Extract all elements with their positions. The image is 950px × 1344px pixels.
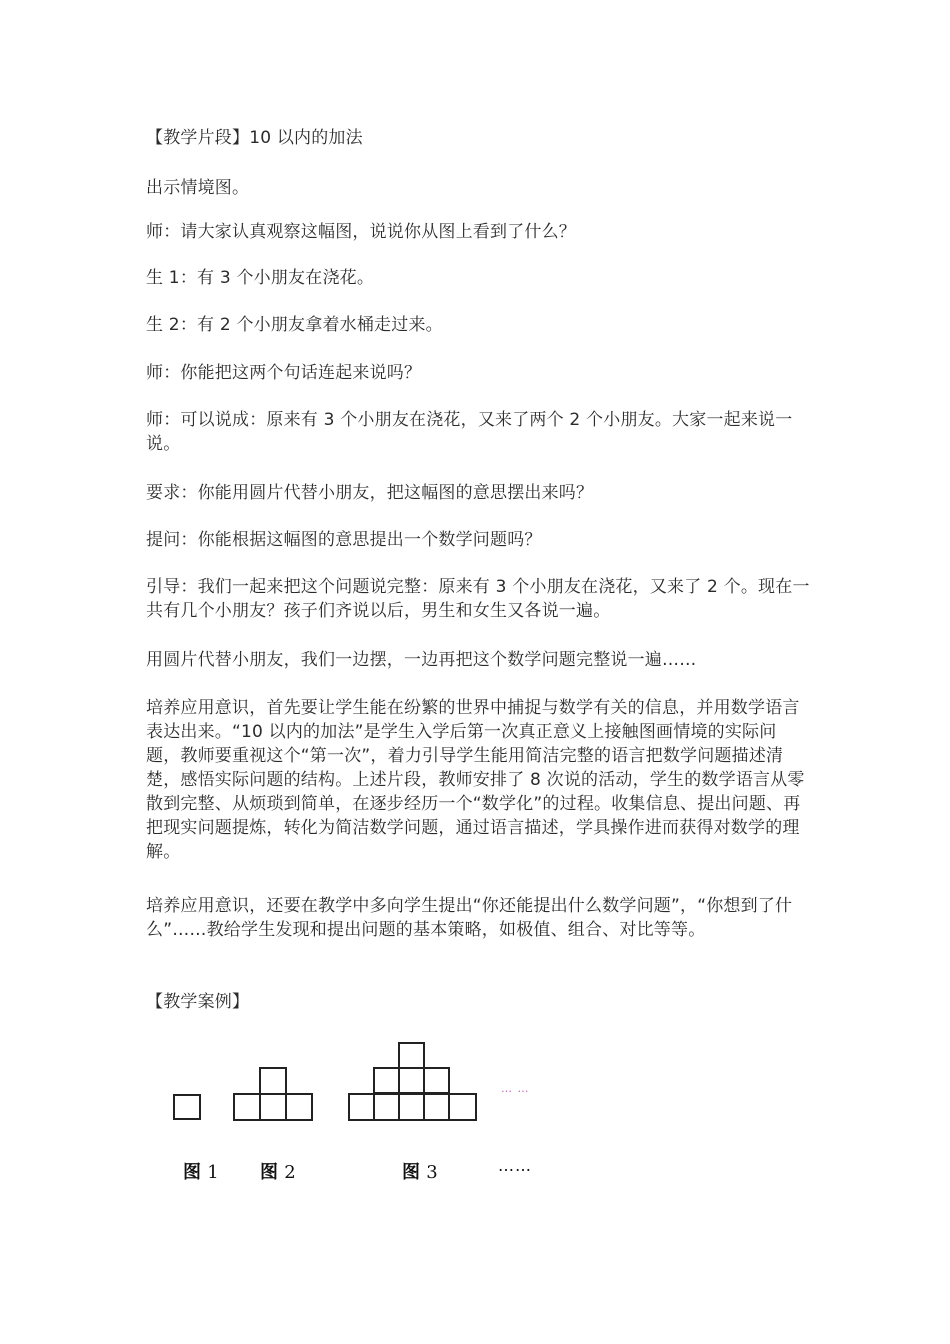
figure-1-label bbox=[183, 1158, 219, 1184]
section-title-teaching-fragment: 【教学片段】10 以内的加法 bbox=[146, 128, 363, 148]
figure-3-label bbox=[402, 1158, 438, 1184]
square-cell bbox=[423, 1093, 450, 1121]
figure-ellipsis-label: …… bbox=[498, 1156, 532, 1175]
paragraph-show-scene: 出示情境图。 bbox=[146, 178, 250, 198]
paragraph-teacher-model-answer: 师：可以说成：原来有 3 个小朋友在浇花，又来了两个 2 个小朋友。大家一起来说一说。 bbox=[146, 410, 793, 454]
figure-label-word: 图 bbox=[183, 1162, 201, 1183]
square-cell bbox=[259, 1067, 287, 1095]
square-cell bbox=[373, 1093, 400, 1121]
square-cell bbox=[173, 1094, 201, 1120]
square-cell bbox=[398, 1093, 425, 1121]
square-cell bbox=[448, 1093, 477, 1121]
figure-label-number: 3 bbox=[426, 1162, 438, 1183]
figure-2-label bbox=[260, 1158, 296, 1184]
paragraph-teacher-question-2: 师：你能把这两个句话连起来说吗？ bbox=[146, 363, 422, 383]
paragraph-commentary-2: 培养应用意识，还要在教学中多向学生提出“你还能提出什么数学问题”，“你想到了什么”……教给学生发现和提出问题的基本策略，如极值、组合、对比等等。 bbox=[146, 896, 793, 940]
paragraph-disc-activity: 用圆片代替小朋友，我们一边摆，一边再把这个数学问题完整说一遍…… bbox=[146, 650, 697, 670]
square-cell bbox=[233, 1093, 261, 1121]
square-cell bbox=[285, 1093, 313, 1121]
square-cell bbox=[423, 1067, 450, 1094]
square-cell bbox=[259, 1093, 287, 1121]
paragraph-student-1: 生 1：有 3 个小朋友在浇花。 bbox=[146, 268, 375, 288]
paragraph-requirement: 要求：你能用圆片代替小朋友，把这幅图的意思摆出来吗？ bbox=[146, 483, 594, 503]
square-cell bbox=[373, 1067, 400, 1094]
section-title-teaching-case: 【教学案例】 bbox=[146, 992, 250, 1012]
paragraph-guidance: 引导：我们一起来把这个问题说完整：原来有 3 个小朋友在浇花，又来了 2 个。现在一共有几个小朋友？孩子们齐说以后，男生和女生又各说一遍。 bbox=[146, 577, 810, 621]
square-cell bbox=[398, 1067, 425, 1094]
paragraph-teacher-question-1: 师：请大家认真观察这幅图，说说你从图上看到了什么？ bbox=[146, 222, 576, 242]
paragraph-student-2: 生 2：有 2 个小朋友拿着水桶走过来。 bbox=[146, 315, 443, 335]
square-cell bbox=[398, 1042, 425, 1069]
paragraph-question-prompt: 提问：你能根据这幅图的意思提出一个数学问题吗？ bbox=[146, 530, 542, 550]
square-cell bbox=[348, 1093, 375, 1121]
figure-label-word: 图 bbox=[260, 1162, 278, 1183]
paragraph-commentary-1: 培养应用意识，首先要让学生能在纷繁的世界中捕捉与数学有关的信息，并用数学语言表达出来。“10 以内的加法”是学生入学后第一次真正意义上接触图画情境的实际问题，教师要重视这个“第一次”，着力引导学生能用简洁完整的语言把数学问题描述清楚，感悟实际问题的结构。上述片段，教师安排了 8 次说的活动，学生的数学语言从零散到完整、从烦琐到简单，在逐步经历一个“数学化”的过程。收集信息、提出问题、再把现实问题提炼，转化为简洁数学问题，通过语言描述，学具操作进而获得对数学的理解。 bbox=[146, 698, 805, 862]
figure-label-number: 2 bbox=[284, 1162, 296, 1183]
figure-label-word: 图 bbox=[402, 1162, 420, 1183]
figure-label-number: 1 bbox=[207, 1162, 219, 1183]
continuation-dots: … … bbox=[501, 1082, 530, 1095]
